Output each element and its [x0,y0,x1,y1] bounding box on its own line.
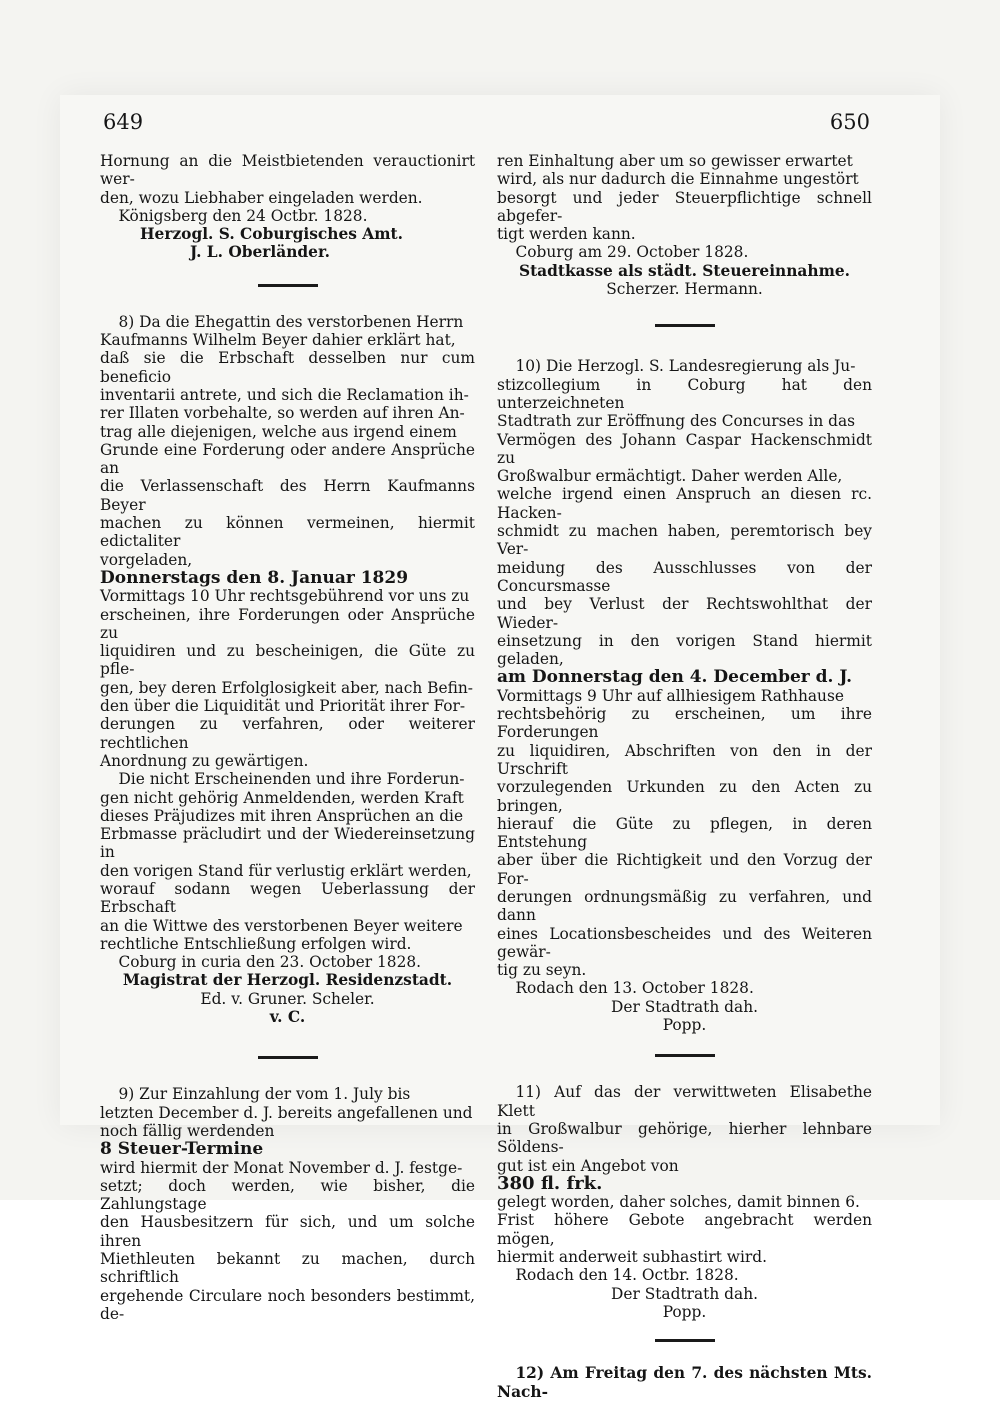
text-line: 9) Zur Einzahlung der vom 1. July bis [118,1085,411,1104]
text-line: gen nicht gehörig Anmeldenden, werden Kraft [100,788,464,807]
text-line: Vormittags 9 Uhr auf allhiesigem Rathhause [497,686,844,705]
text-line: aber über die Richtigkeit und den Vorzug der For- [497,851,872,888]
text-line: meidung des Ausschlusses von der Concursmasse [497,558,872,595]
notice-10 [497,357,872,1034]
text-line: und bey Verlust der Rechtswohlthat der Wieder- [497,595,872,632]
section-divider [258,284,318,287]
notice-heading: 8 Steuer-Termine [100,1139,264,1160]
text-line: rechtsbehörig zu erscheinen, um ihre Forderungen [497,705,872,742]
dateline: Rodach den 14. Octbr. 1828. [515,1266,739,1285]
dateline: Königsberg den 24 Octbr. 1828. [118,206,368,225]
text-line: Die nicht Erscheinenden und ihre Forderun- [118,770,465,789]
text-line: den Hausbesitzern für sich, und um solche ihren [100,1213,475,1250]
section-divider [655,1339,715,1342]
text-line: gelegt worden, daher solches, damit binnen 6. [497,1193,860,1212]
text-line: tig zu seyn. [497,961,587,980]
left-column [100,152,475,1323]
text-line: besorgt und jeder Steuerpflichtige schnell abgefer- [497,188,872,225]
text-line: den vorigen Stand für verlustig erklärt werden, [100,861,472,880]
dateline: Rodach den 13. October 1828. [515,979,754,998]
signature-office: Der Stadtrath dah. [611,997,758,1016]
text-line: einsetzung in den vorigen Stand hiermit geladen, [497,631,872,669]
text-line: die Verlassenschaft des Herrn Kaufmanns Beyer [100,477,475,514]
text-line: inventarii antrete, und sich die Reclamation ih- [100,385,469,404]
text-line: Stadtrath zur Eröffnung des Concurses in das [497,412,856,431]
text-line: noch fällig werdenden [100,1121,275,1140]
dateline: Coburg am 29. October 1828. [515,243,749,262]
signature-office: Magistrat der Herzogl. Residenzstadt. [122,971,453,990]
text-line: 8) Da die Ehegattin des verstorbenen Herrn [118,312,464,331]
text-line: welche irgend einen Anspruch an diesen rc. Hacken- [497,485,872,522]
text-line: wird, als nur dadurch die Einnahme ungestört [497,170,859,189]
signature-name: J. L. Oberländer. [190,243,331,262]
notice-9 [100,1085,475,1323]
section-divider [258,1056,318,1059]
text-line: Kaufmanns Wilhelm Beyer dahier erklärt hat, [100,331,456,350]
text-line: stizcollegium in Coburg hat den unterzeichneten [497,375,872,412]
text-line: Grunde eine Forderung oder andere Ansprüche an [100,440,475,478]
text-line: wird hiermit der Monat November d. J. festge- [100,1158,463,1177]
text-line: 11) Auf das der verwittweten Elisabethe Klett [497,1083,872,1120]
section-divider [655,324,715,327]
text-line: an die Wittwe des verstorbenen Beyer weitere [100,916,463,935]
text-line: setzt; doch werden, wie bisher, die Zahlungstage [100,1176,475,1214]
text-line: Vermögen des Johann Caspar Hackenschmidt zu [497,430,872,467]
signature-office: Stadtkasse als städt. Steuereinnahme. [518,261,851,280]
section-divider [655,1054,715,1057]
signature-office: Der Stadtrath dah. [611,1284,758,1303]
text-line: ren Einhaltung aber um so gewisser erwartet [497,152,853,170]
text-line: trag alle diejenigen, welche aus irgend einem [100,422,457,441]
notice-12-start: 12) Am Freitag den 7. des nächsten Mts. Nach- [497,1364,872,1401]
offer-amount: 380 fl. frk. [497,1172,603,1194]
text-line: dieses Präjudizes mit ihren Ansprüchen an die [100,806,464,825]
text-line: vorzulegenden Urkunden zu den Acten zu bringen, [497,778,872,815]
text-line: den über die Liquidität und Priorität ihrer For- [100,697,466,716]
text-line: letzten December d. J. bereits angefallenen und [100,1103,473,1122]
text-line: vorgeladen, [100,550,193,569]
text-line: erscheinen, ihre Forderungen oder Ansprüche zu [100,605,475,642]
text-line: Hornung an die Meistbietenden verauctionirt wer- [100,152,475,189]
signature-names: Scherzer. Hermann. [606,280,763,299]
text-line: schmidt zu machen haben, peremtorisch bey Ver- [497,522,872,559]
notice-date-heading: am Donnerstag den 4. December d. J. [497,667,853,688]
text-line: Anordnung zu gewärtigen. [100,751,309,770]
text-line: machen zu können vermeinen, hiermit edictaliter [100,514,475,551]
text-line: den, wozu Liebhaber eingeladen werden. [100,188,423,207]
notice-9-continuation [497,152,872,298]
text-line: Großwalbur ermächtigt. Daher werden Alle, [497,467,843,486]
text-line: derungen zu verfahren, oder weiterer rechtlichen [100,715,475,752]
text-line: zu liquidiren, Abschriften von den in der Urschrift [497,741,872,778]
notice-11 [497,1083,872,1321]
signature-names: Ed. v. Gruner. Scheler. [200,989,375,1008]
text-line: Erbmasse präcludirt und der Wiedereinsetzung in [100,825,475,862]
text-line: gut ist ein Angebot von [497,1156,679,1175]
text-line: ergehende Circulare noch besonders bestimmt, de- [100,1286,475,1323]
text-line: in Großwalbur gehörige, hierher lehnbare Söldens- [497,1119,872,1157]
dateline: Coburg in curia den 23. October 1828. [118,953,422,972]
notice-date-heading: Donnerstags den 8. Januar 1829 [100,567,409,588]
text-line: Frist höhere Gebote angebracht werden mögen, [497,1211,872,1248]
signature-initials: v. C. [269,1008,306,1027]
text-line: worauf sodann wegen Ueberlassung der Erbschaft [100,879,475,917]
text-line: eines Locationsbescheides und des Weiteren gewär- [497,924,872,961]
right-column [497,152,872,1401]
text-line: hierauf die Güte zu pflegen, in deren Entstehung [497,814,872,852]
signature-office: Herzogl. S. Coburgisches Amt. [140,225,403,244]
text-line: 10) Die Herzogl. S. Landesregierung als Ju- [515,357,856,376]
notice-8 [100,313,475,1027]
text-line: daß sie die Erbschaft desselben nur cum beneficio [100,349,475,386]
page-number-right: 650 [829,110,870,134]
text-line: Miethleuten bekannt zu machen, durch schriftlich [100,1250,475,1287]
text-line: rechtliche Entschließung erfolgen wird. [100,934,412,953]
text-line: tigt werden kann. [497,225,636,244]
signature-name: Popp. [662,1302,707,1321]
text-line: rer Illaten vorbehalte, so werden auf ihren An- [100,404,465,423]
text-line: gen, bey deren Erfolglosigkeit aber, nach Befin- [100,678,473,697]
text-line: Vormittags 10 Uhr rechtsgebührend vor uns zu [100,587,470,606]
text-line: hiermit anderweit subhastirt wird. [497,1248,767,1267]
page-number-left: 649 [103,110,144,134]
signature-name: Popp. [662,1016,707,1035]
text-line: derungen ordnungsmäßig zu verfahren, und dann [497,887,872,925]
text-line: liquidiren und zu bescheinigen, die Güte zu pfle- [100,642,475,679]
